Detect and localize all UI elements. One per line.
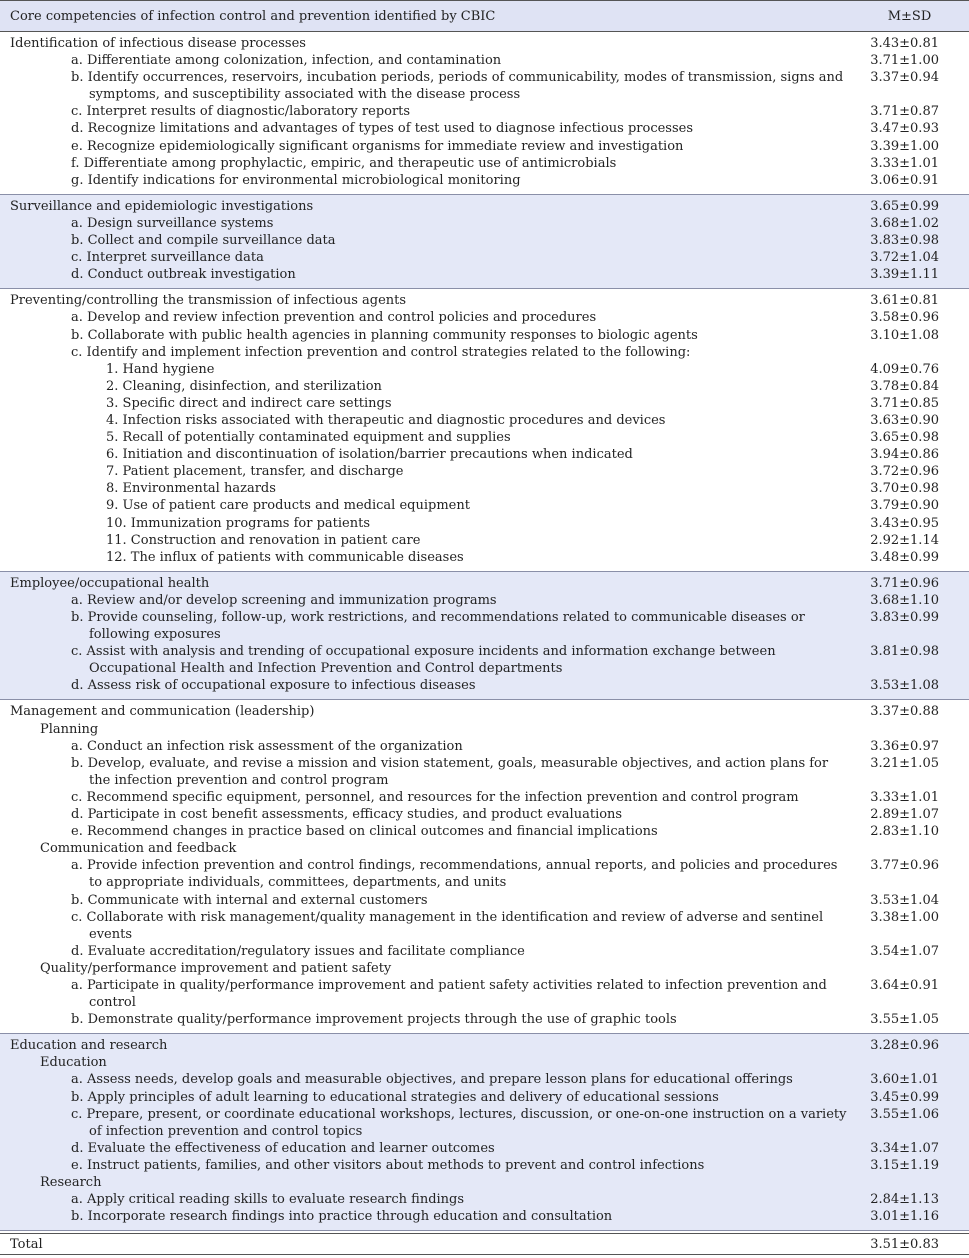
table-row — [0, 943, 969, 960]
competency-text: b. Collect and compile surveillance data — [71, 233, 336, 249]
msd-value: 3.54±1.07 — [870, 943, 939, 959]
msd-value: 3.37±0.94 — [870, 70, 939, 86]
competency-text: b. Demonstrate quality/performance improvement projects through the use of graphic tools — [71, 1012, 677, 1028]
competency-text: e. Recognize epidemiologically significant organisms for immediate review and investigation — [71, 138, 684, 154]
competency-text: b. Develop, evaluate, and revise a mission and vision statement, goals, measurable objectives, and action plans for the infection prevention and control program — [71, 755, 829, 788]
table-row — [0, 1011, 969, 1028]
msd-value: 3.45±0.99 — [870, 1089, 939, 1105]
competency-text: Research — [40, 1175, 102, 1190]
competency-text: 1. Hand hygiene — [106, 361, 215, 377]
table-row — [0, 361, 969, 378]
competency-text: d. Evaluate accreditation/regulatory issues and facilitate compliance — [71, 943, 525, 959]
msd-value: 3.21±1.05 — [870, 755, 939, 771]
table-row — [0, 344, 969, 361]
table-section — [0, 289, 969, 572]
table-section — [0, 1034, 969, 1231]
competency-text: 6. Initiation and discontinuation of isolation/barrier precautions when indicated — [106, 447, 633, 463]
total-row — [0, 1233, 969, 1255]
table-row — [0, 892, 969, 909]
msd-value: 3.63±0.90 — [870, 412, 939, 428]
competency-text: c. Interpret surveillance data — [71, 250, 264, 266]
table-row — [0, 1071, 969, 1088]
category-row — [0, 35, 969, 52]
competency-text: Planning — [40, 721, 99, 737]
table-row — [0, 909, 969, 943]
competency-text: c. Identify and implement infection prevention and control strategies related to the following: — [71, 344, 691, 360]
msd-value: 3.06±0.91 — [870, 172, 939, 188]
competency-text: Management and communication (leadership) — [10, 704, 315, 720]
table-row — [0, 412, 969, 429]
msd-value: 3.61±0.81 — [870, 293, 939, 309]
msd-value: 3.10±1.08 — [870, 327, 939, 343]
msd-value: 3.71±0.87 — [870, 104, 939, 120]
msd-value: 3.65±0.99 — [870, 198, 939, 214]
table-row — [0, 138, 969, 155]
table-row — [0, 52, 969, 69]
competency-text: c. Recommend specific equipment, personnel, and resources for the infection prevention and control program — [71, 789, 799, 805]
subcategory-row — [0, 840, 969, 857]
table-row — [0, 755, 969, 789]
msd-value: 3.71±0.96 — [870, 575, 939, 591]
table-row — [0, 806, 969, 823]
msd-value: 3.72±1.04 — [870, 250, 939, 266]
competency-text: a. Review and/or develop screening and immunization programs — [71, 592, 497, 608]
msd-value: 3.39±1.00 — [870, 138, 939, 154]
table-row — [0, 1089, 969, 1106]
table-row — [0, 643, 969, 677]
header-competencies: Core competencies of infection control and prevention identified by CBIC — [10, 8, 496, 24]
table-header — [0, 0, 969, 32]
table-row — [0, 69, 969, 103]
msd-value: 3.43±0.95 — [870, 515, 939, 531]
competency-text: a. Differentiate among colonization, infection, and contamination — [71, 53, 502, 69]
table-row — [0, 1106, 969, 1140]
table-row — [0, 378, 969, 395]
msd-value: 3.94±0.86 — [870, 447, 939, 463]
subcategory-row — [0, 1174, 969, 1191]
competency-text: Identification of infectious disease processes — [10, 36, 306, 51]
table-row — [0, 215, 969, 232]
competency-text: Communication and feedback — [40, 841, 237, 857]
msd-value: 4.09±0.76 — [870, 361, 939, 377]
table-section — [0, 32, 969, 195]
table-row — [0, 592, 969, 609]
table-row — [0, 515, 969, 532]
competency-text: g. Identify indications for environmental microbiological monitoring — [71, 172, 521, 188]
msd-value: 3.58±0.96 — [870, 310, 939, 326]
category-row — [0, 1037, 969, 1054]
competency-text: a. Provide infection prevention and control findings, recommendations, annual reports, and policies and procedures to appropriate individuals, committees, departments, and units — [71, 858, 838, 891]
msd-value: 3.28±0.96 — [870, 1038, 939, 1054]
table-row — [0, 232, 969, 249]
category-row — [0, 703, 969, 720]
competency-text: c. Collaborate with risk management/quality management in the identification and review of adverse and sentinel events — [71, 909, 824, 942]
competency-text: b. Identify occurrences, reservoirs, incubation periods, periods of communicability, modes of transmission, signs and symptoms, and susceptibility associated with the disease process — [71, 70, 844, 103]
msd-value: 3.78±0.84 — [870, 378, 939, 394]
table-row — [0, 309, 969, 326]
msd-value: 3.38±1.00 — [870, 909, 939, 925]
competency-text: d. Recognize limitations and advantages of types of test used to diagnose infectious processes — [71, 121, 694, 137]
msd-value: 3.47±0.93 — [870, 121, 939, 137]
competency-text: Education — [40, 1055, 107, 1071]
msd-value: 3.68±1.10 — [870, 592, 939, 608]
msd-value: 3.36±0.97 — [870, 738, 939, 754]
msd-value: 3.34±1.07 — [870, 1140, 939, 1156]
msd-value: 3.37±0.88 — [870, 704, 939, 720]
competency-text: 5. Recall of potentially contaminated equipment and supplies — [106, 430, 511, 446]
category-row — [0, 292, 969, 309]
competency-text: a. Develop and review infection prevention and control policies and procedures — [71, 310, 597, 326]
msd-value: 2.92±1.14 — [870, 532, 939, 548]
msd-value: 3.79±0.90 — [870, 498, 939, 514]
msd-value: 3.64±0.91 — [870, 977, 939, 993]
competency-text: Quality/performance improvement and patient safety — [40, 960, 392, 976]
competency-text: 2. Cleaning, disinfection, and sterilization — [106, 378, 382, 394]
competency-text: d. Assess risk of occupational exposure to infectious diseases — [71, 678, 476, 694]
msd-value: 3.71±0.85 — [870, 395, 939, 411]
table-section — [0, 572, 969, 701]
competency-text: Education and research — [10, 1038, 168, 1054]
subcategory-row — [0, 721, 969, 738]
table-row — [0, 1157, 969, 1174]
competency-text: a. Participate in quality/performance improvement and patient safety activities related to infection prevention and control — [71, 977, 827, 1011]
competency-text: a. Apply critical reading skills to evaluate research findings — [71, 1192, 465, 1208]
msd-value: 3.71±1.00 — [870, 53, 939, 69]
table-body — [0, 32, 969, 1231]
msd-value: 2.89±1.07 — [870, 807, 939, 823]
competency-text: a. Assess needs, develop goals and measurable objectives, and prepare lesson plans for educational offerings — [71, 1072, 793, 1088]
table-row — [0, 120, 969, 137]
msd-value: 3.60±1.01 — [870, 1072, 939, 1088]
msd-value: 3.81±0.98 — [870, 644, 939, 660]
header-msd: M±SD — [887, 8, 932, 24]
competency-text: 12. The influx of patients with communicable diseases — [106, 549, 464, 565]
msd-value: 3.53±1.08 — [870, 678, 939, 694]
table-row — [0, 395, 969, 412]
table-row — [0, 266, 969, 283]
msd-value: 3.65±0.98 — [870, 430, 939, 446]
table-row — [0, 977, 969, 1011]
competency-text: b. Incorporate research findings into practice through education and consultation — [71, 1209, 613, 1225]
competency-text: c. Interpret results of diagnostic/laboratory reports — [71, 104, 411, 120]
competency-text: f. Differentiate among prophylactic, empiric, and therapeutic use of antimicrobials — [71, 155, 617, 171]
msd-value: 3.39±1.11 — [870, 267, 939, 283]
competency-text: b. Collaborate with public health agencies in planning community responses to biologic agents — [71, 327, 698, 343]
competency-text: b. Communicate with internal and external customers — [71, 892, 428, 908]
table-row — [0, 823, 969, 840]
total-value: 3.51±0.83 — [870, 1236, 939, 1252]
subcategory-row — [0, 960, 969, 977]
competency-text: d. Conduct outbreak investigation — [71, 267, 296, 283]
table-row — [0, 446, 969, 463]
competency-text: Preventing/controlling the transmission of infectious agents — [10, 293, 407, 309]
msd-value: 2.84±1.13 — [870, 1192, 939, 1208]
msd-value: 3.53±1.04 — [870, 892, 939, 908]
table-row — [0, 609, 969, 643]
msd-value: 3.83±0.98 — [870, 233, 939, 249]
msd-value: 3.33±1.01 — [870, 155, 939, 171]
subcategory-row — [0, 1054, 969, 1071]
msd-value: 3.55±1.05 — [870, 1012, 939, 1028]
table-row — [0, 1140, 969, 1157]
msd-value: 3.55±1.06 — [870, 1106, 939, 1122]
msd-value: 2.83±1.10 — [870, 824, 939, 840]
table-row — [0, 480, 969, 497]
table-section — [0, 195, 969, 289]
table-row — [0, 103, 969, 120]
msd-value: 3.70±0.98 — [870, 481, 939, 497]
competency-text: c. Assist with analysis and trending of occupational exposure incidents and information exchange between Occupational Health and Infection Prevention and Control departments — [71, 644, 776, 677]
competency-text: c. Prepare, present, or coordinate educational workshops, lectures, discussion, or one-on-one instruction on a variety of infection prevention and control topics — [71, 1106, 847, 1139]
table-row — [0, 738, 969, 755]
competency-text: 4. Infection risks associated with therapeutic and diagnostic procedures and devices — [106, 412, 666, 428]
total-label: Total — [10, 1236, 43, 1252]
category-row — [0, 198, 969, 215]
competency-text: 10. Immunization programs for patients — [106, 515, 370, 531]
competency-text: d. Participate in cost benefit assessments, efficacy studies, and product evaluations — [71, 807, 623, 823]
competency-text: Employee/occupational health — [10, 575, 210, 591]
msd-value: 3.48±0.99 — [870, 549, 939, 565]
competency-text: b. Provide counseling, follow-up, work restrictions, and recommendations related to communicable diseases or following exposures — [71, 610, 805, 643]
competency-text: d. Evaluate the effectiveness of education and learner outcomes — [71, 1140, 495, 1156]
table-row — [0, 1208, 969, 1225]
table-row — [0, 677, 969, 694]
table-row — [0, 463, 969, 480]
table-row — [0, 429, 969, 446]
table-row — [0, 532, 969, 549]
table-row — [0, 327, 969, 344]
table-row — [0, 1191, 969, 1208]
competency-text: 8. Environmental hazards — [106, 481, 276, 497]
msd-value: 3.43±0.81 — [870, 36, 939, 51]
table-row — [0, 249, 969, 266]
table-row — [0, 549, 969, 566]
competency-text: a. Conduct an infection risk assessment of the organization — [71, 738, 463, 754]
msd-value: 3.33±1.01 — [870, 789, 939, 805]
competency-text: 11. Construction and renovation in patient care — [106, 532, 421, 548]
table-row — [0, 857, 969, 891]
msd-value: 3.77±0.96 — [870, 858, 939, 874]
competency-text: 3. Specific direct and indirect care settings — [106, 395, 392, 411]
table-section — [0, 700, 969, 1034]
table-row — [0, 155, 969, 172]
competency-text: Surveillance and epidemiologic investigations — [10, 198, 314, 214]
msd-value: 3.68±1.02 — [870, 215, 939, 231]
msd-value: 3.72±0.96 — [870, 464, 939, 480]
category-row — [0, 575, 969, 592]
competency-text: 9. Use of patient care products and medical equipment — [106, 498, 470, 514]
msd-value: 3.15±1.19 — [870, 1157, 939, 1173]
competency-text: e. Recommend changes in practice based on clinical outcomes and financial implications — [71, 824, 658, 840]
competency-text: b. Apply principles of adult learning to educational strategies and delivery of educational sessions — [71, 1089, 719, 1105]
competency-text: e. Instruct patients, families, and other visitors about methods to prevent and control infections — [71, 1157, 705, 1173]
msd-value: 3.83±0.99 — [870, 610, 939, 625]
table-row — [0, 789, 969, 806]
msd-value: 3.01±1.16 — [870, 1209, 939, 1225]
competency-text: a. Design surveillance systems — [71, 215, 274, 231]
competency-text: 7. Patient placement, transfer, and discharge — [106, 464, 404, 480]
table-row — [0, 172, 969, 189]
table-row — [0, 497, 969, 514]
